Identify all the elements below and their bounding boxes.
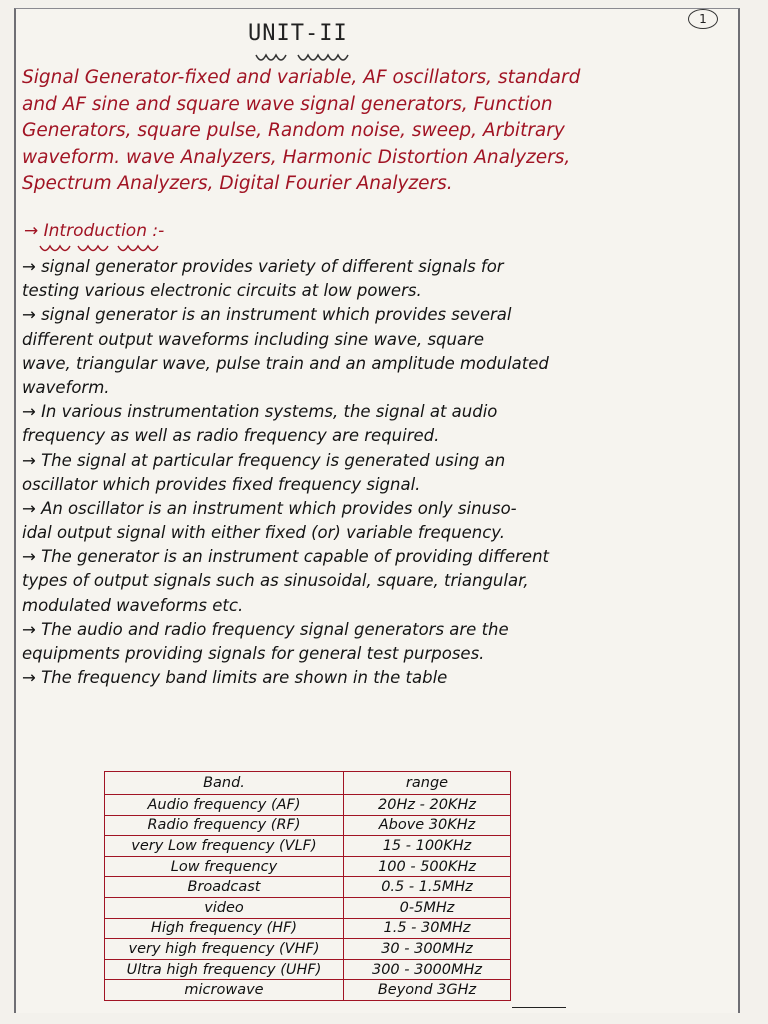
table-row [105, 980, 511, 1001]
column-header-band: Band. [105, 772, 344, 795]
note-line: → signal generator is an instrument which provides several [22, 305, 512, 325]
note-line: → The audio and radio frequency signal generators are the [22, 619, 509, 639]
intro-underline-squiggle [38, 243, 188, 255]
note-line: → The generator is an instrument capable of providing different [22, 547, 549, 567]
closing-underline [512, 1007, 566, 1008]
band-cell: very Low frequency (VLF) [105, 836, 344, 857]
note-line: testing various electronic circuits at low powers. [22, 281, 422, 301]
range-cell: Beyond 3GHz [344, 980, 511, 1001]
syllabus-line: and AF sine and square wave signal generators, Function [22, 93, 553, 115]
table-header-row [105, 772, 511, 795]
unit-title: UNIT-II [248, 21, 348, 46]
range-cell: 30 - 300MHz [344, 939, 511, 960]
band-cell: Audio frequency (AF) [105, 795, 344, 816]
range-cell: 15 - 100KHz [344, 836, 511, 857]
syllabus-line: Generators, square pulse, Random noise, sweep, Arbitrary [22, 120, 565, 141]
range-cell: 100 - 500KHz [344, 856, 511, 877]
table-row [105, 877, 511, 898]
table-row [105, 856, 511, 877]
note-line: wave, triangular wave, pulse train and an amplitude modulated [22, 353, 549, 373]
note-line: → The frequency band limits are shown in the table [22, 668, 448, 688]
range-cell: 20Hz - 20KHz [344, 795, 511, 816]
table-row [105, 918, 511, 939]
band-cell: video [105, 897, 344, 918]
table-row [105, 939, 511, 960]
note-line: → An oscillator is an instrument which provides only sinuso- [22, 498, 517, 518]
note-line: → The signal at particular frequency is generated using an [22, 450, 506, 470]
note-line: types of output signals such as sinusoidal, square, triangular, [22, 571, 529, 591]
note-line: → signal generator provides variety of different signals for [22, 257, 504, 276]
band-cell: Radio frequency (RF) [105, 815, 344, 836]
syllabus-line: Signal Generator-fixed and variable, AF oscillators, standard [22, 67, 581, 88]
syllabus-line: waveform. wave Analyzers, Harmonic Distortion Analyzers, [22, 146, 571, 168]
note-line: → In various instrumentation systems, the signal at audio [22, 402, 498, 422]
body-notes [22, 255, 738, 690]
note-line: modulated waveforms etc. [22, 595, 244, 615]
table-row [105, 836, 511, 857]
note-line: oscillator which provides fixed frequency signal. [22, 474, 421, 494]
band-cell: Ultra high frequency (UHF) [105, 959, 344, 980]
column-header-range: range [344, 772, 511, 795]
notebook-page [14, 8, 740, 1013]
range-cell: Above 30KHz [344, 815, 511, 836]
frequency-band-table [104, 771, 511, 1001]
note-line: frequency as well as radio frequency are required. [22, 426, 440, 446]
intro-heading: → Introduction :- [24, 221, 165, 241]
frequency-band-table-wrap [104, 771, 511, 1001]
range-cell: 1.5 - 30MHz [344, 918, 511, 939]
table-row [105, 897, 511, 918]
range-cell: 0-5MHz [344, 897, 511, 918]
page-number: 1 [688, 9, 718, 29]
range-cell: 0.5 - 1.5MHz [344, 877, 511, 898]
table-row [105, 795, 511, 816]
syllabus-line: Spectrum Analyzers, Digital Fourier Analyzers. [22, 173, 453, 194]
band-cell: Low frequency [105, 856, 344, 877]
note-line: waveform. [22, 377, 110, 397]
table-row [105, 815, 511, 836]
band-cell: Broadcast [105, 877, 344, 898]
note-line: different output waveforms including sine wave, square [22, 329, 485, 349]
syllabus-topics [22, 65, 736, 198]
range-cell: 300 - 3000MHz [344, 959, 511, 980]
note-line: equipments providing signals for general test purposes. [22, 644, 485, 663]
band-cell: very high frequency (VHF) [105, 939, 344, 960]
table-row [105, 959, 511, 980]
title-underline-squiggle [254, 51, 374, 65]
band-cell: High frequency (HF) [105, 918, 344, 939]
band-cell: microwave [105, 980, 344, 1001]
note-line: idal output signal with either fixed (or) variable frequency. [22, 523, 505, 543]
